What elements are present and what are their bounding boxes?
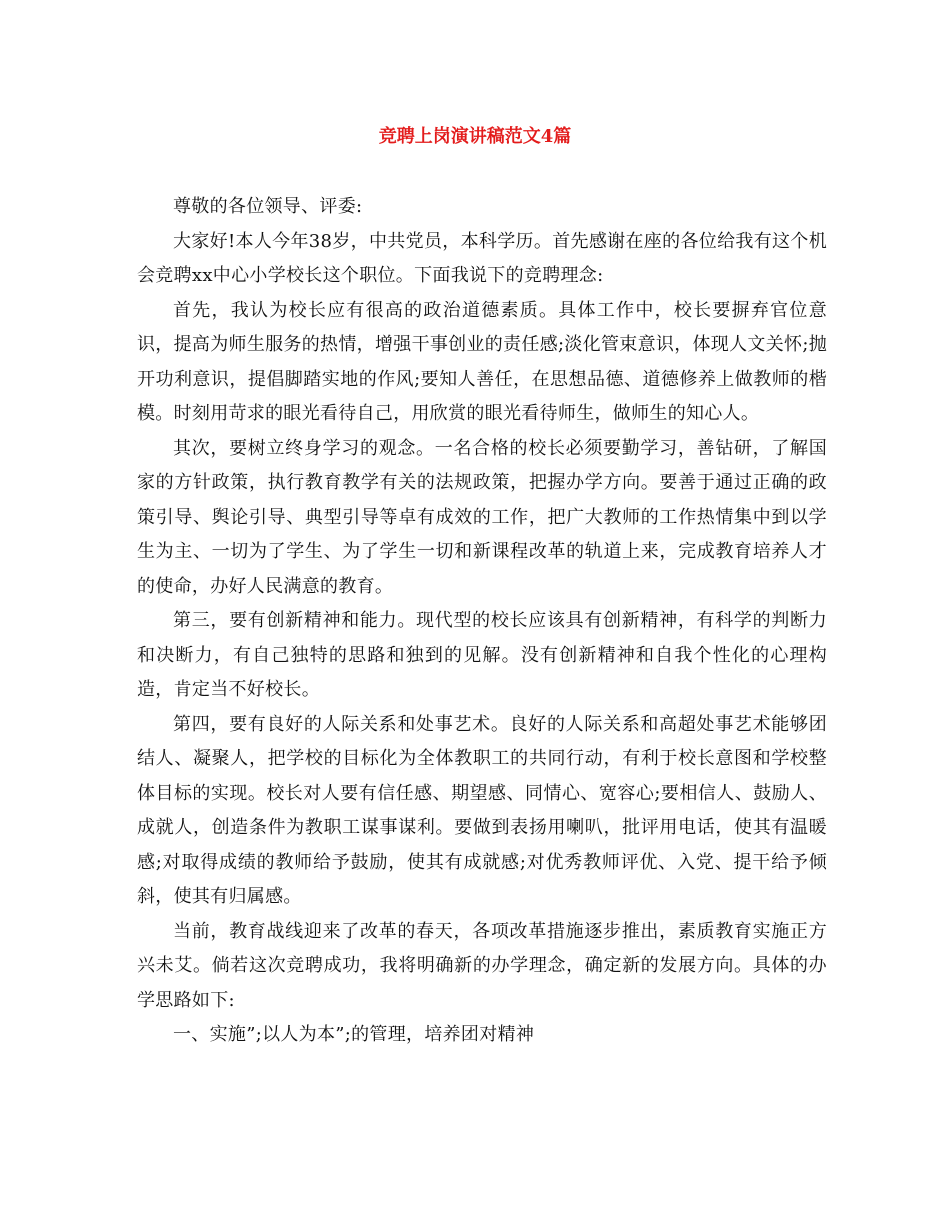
section-one-heading: 一、实施”;以人为本”;的管理，培养团对精神 xyxy=(173,1024,535,1045)
current-situation-paragraph: 当前，教育战线迎来了改革的春天，各项改革措施逐步推出，素质教育实施正方兴未艾。倘若这次竞聘成功，我将明确新的办学理念，确定新的发展方向。具体的办学思路如下: xyxy=(137,920,827,1011)
document-body xyxy=(137,190,827,1053)
fourth-point-paragraph: 第四，要有良好的人际关系和处事艺术。良好的人际关系和高超处事艺术能够团结人、凝聚人，把学校的目标化为全体教职工的共同行动，有利于校长意图和学校整体目标的实现。校长对人要有信任感、期望感、同情心、宽容心;要相信人、鼓励人、成就人，创造条件为教职工谋事谋利。要做到表扬用喇叭，批评用电话，使其有温暖感;对取得成绩的教师给予鼓励，使其有成就感;对优秀教师评优、入党、提干给予倾斜，使其有归属感。 xyxy=(137,713,827,907)
first-point-paragraph: 首先，我认为校长应有很高的政治道德素质。具体工作中，校长要摒弃官位意识，提高为师生服务的热情，增强干事创业的责任感;淡化管束意识，体现人文关怀;抛开功利意识，提倡脚踏实地的作风;要知人善任，在思想品德、道德修养上做教师的楷模。时刻用苛求的眼光看待自己，用欣赏的眼光看待师生，做师生的知心人。 xyxy=(137,299,827,424)
second-point-paragraph: 其次，要树立终身学习的观念。一名合格的校长必须要勤学习，善钻研，了解国家的方针政策，执行教育教学有关的法规政策，把握办学方向。要善于通过正确的政策引导、舆论引导、典型引导等卓有成效的工作，把广大教师的工作热情集中到以学生为主、一切为了学生、为了学生一切和新课程改革的轨道上来，完成教育培养人才的使命，办好人民满意的教育。 xyxy=(137,437,827,597)
salutation-paragraph: 尊敬的各位领导、评委: xyxy=(173,196,363,217)
third-point-paragraph: 第三，要有创新精神和能力。现代型的校长应该具有创新精神，有科学的判断力和决断力，有自己独特的思路和独到的见解。没有创新精神和自我个性化的心理构造，肯定当不好校长。 xyxy=(137,610,827,700)
document-title: 竞聘上岗演讲稿范文4篇 xyxy=(378,126,572,147)
intro-paragraph: 大家好!本人今年38岁，中共党员，本科学历。首先感谢在座的各位给我有这个机会竞聘xx中心小学校长这个职位。下面我说下的竞聘理念: xyxy=(137,230,827,286)
